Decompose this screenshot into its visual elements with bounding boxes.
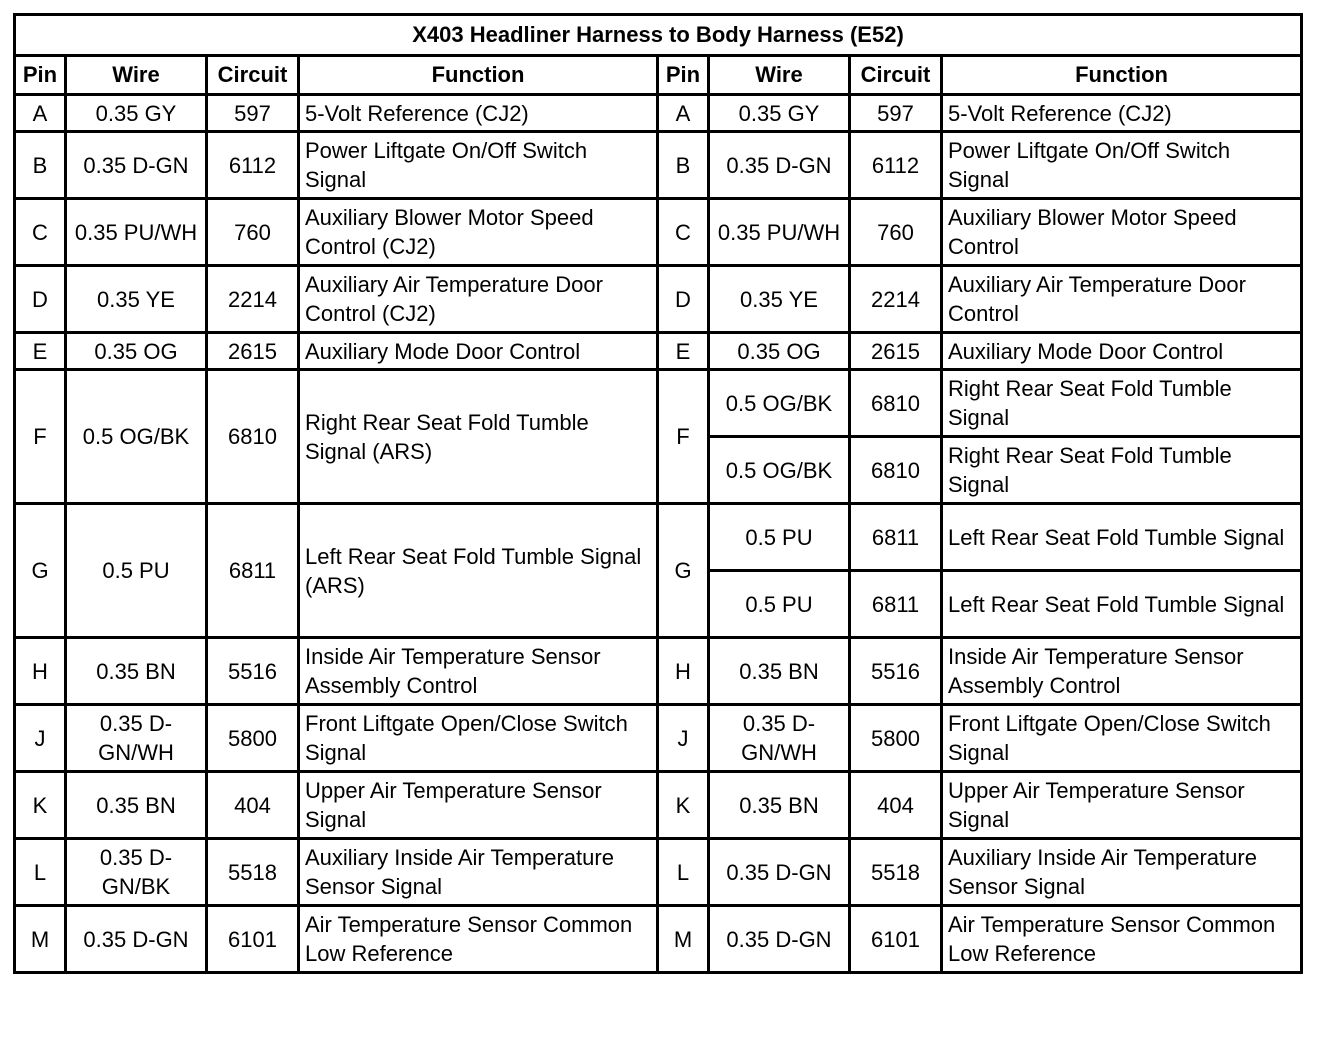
circuit-cell: 6811: [207, 504, 299, 638]
circuit-cell: 5516: [850, 638, 942, 705]
circuit-cell: 6811: [850, 571, 942, 638]
wire-cell: 0.35 BN: [709, 638, 850, 705]
wire-cell: 0.35 PU/WH: [66, 199, 207, 266]
function-cell: Left Rear Seat Fold Tumble Signal (ARS): [299, 504, 658, 638]
circuit-cell: 5800: [207, 705, 299, 772]
table-row: [15, 638, 1302, 705]
header-wire: Wire: [709, 56, 850, 95]
table-row: [15, 839, 1302, 906]
table-row: [15, 132, 1302, 199]
wire-cell: 0.35 YE: [709, 266, 850, 333]
pin-cell: H: [658, 638, 709, 705]
pin-cell: M: [15, 906, 66, 973]
circuit-cell: 5518: [207, 839, 299, 906]
wire-cell: 0.35 D-GN/BK: [66, 839, 207, 906]
function-cell: Power Liftgate On/Off Switch Signal: [942, 132, 1302, 199]
circuit-cell: 404: [207, 772, 299, 839]
table-row: [15, 772, 1302, 839]
wire-cell: 0.5 PU: [709, 504, 850, 571]
table-title: X403 Headliner Harness to Body Harness (E52): [15, 15, 1302, 56]
pin-cell: A: [658, 95, 709, 132]
pin-cell: L: [658, 839, 709, 906]
table-row: [15, 266, 1302, 333]
circuit-cell: 5518: [850, 839, 942, 906]
wire-cell: 0.35 D-GN: [709, 906, 850, 973]
pin-cell: A: [15, 95, 66, 132]
pin-cell: H: [15, 638, 66, 705]
circuit-cell: 597: [207, 95, 299, 132]
circuit-cell: 2214: [850, 266, 942, 333]
table-row: [15, 333, 1302, 370]
function-cell: Upper Air Temperature Sensor Signal: [942, 772, 1302, 839]
pin-cell: G: [658, 504, 709, 638]
circuit-cell: 2214: [207, 266, 299, 333]
wire-cell: 0.35 BN: [66, 638, 207, 705]
function-cell: Auxiliary Mode Door Control: [299, 333, 658, 370]
function-cell: Inside Air Temperature Sensor Assembly Control: [942, 638, 1302, 705]
pin-cell: M: [658, 906, 709, 973]
function-cell: Auxiliary Air Temperature Door Control: [942, 266, 1302, 333]
pin-cell: C: [15, 199, 66, 266]
circuit-cell: 6810: [207, 370, 299, 504]
function-cell: Auxiliary Air Temperature Door Control (CJ2): [299, 266, 658, 333]
circuit-cell: 6811: [850, 504, 942, 571]
circuit-cell: 6101: [850, 906, 942, 973]
circuit-cell: 5800: [850, 705, 942, 772]
function-cell: Air Temperature Sensor Common Low Reference: [942, 906, 1302, 973]
function-cell: Auxiliary Blower Motor Speed Control: [942, 199, 1302, 266]
header-wire: Wire: [66, 56, 207, 95]
header-function: Function: [942, 56, 1302, 95]
function-cell: Right Rear Seat Fold Tumble Signal: [942, 437, 1302, 504]
header-circuit: Circuit: [850, 56, 942, 95]
circuit-cell: 404: [850, 772, 942, 839]
pin-cell: J: [658, 705, 709, 772]
header-pin: Pin: [658, 56, 709, 95]
circuit-cell: 5516: [207, 638, 299, 705]
function-cell: Upper Air Temperature Sensor Signal: [299, 772, 658, 839]
wire-cell: 0.5 PU: [709, 571, 850, 638]
function-cell: Inside Air Temperature Sensor Assembly Control: [299, 638, 658, 705]
wire-cell: 0.35 D-GN: [66, 906, 207, 973]
pin-cell: D: [15, 266, 66, 333]
wire-cell: 0.35 D-GN/WH: [66, 705, 207, 772]
wire-cell: 0.35 PU/WH: [709, 199, 850, 266]
pin-cell: J: [15, 705, 66, 772]
pin-cell: E: [658, 333, 709, 370]
pin-cell: D: [658, 266, 709, 333]
wire-cell: 0.35 BN: [66, 772, 207, 839]
pin-cell: B: [15, 132, 66, 199]
header-function: Function: [299, 56, 658, 95]
function-cell: Front Liftgate Open/Close Switch Signal: [942, 705, 1302, 772]
table-row: [15, 95, 1302, 132]
wire-cell: 0.35 YE: [66, 266, 207, 333]
function-cell: Left Rear Seat Fold Tumble Signal: [942, 504, 1302, 571]
header-circuit: Circuit: [207, 56, 299, 95]
wire-cell: 0.35 GY: [66, 95, 207, 132]
wire-cell: 0.5 OG/BK: [66, 370, 207, 504]
circuit-cell: 6810: [850, 370, 942, 437]
pin-cell: B: [658, 132, 709, 199]
circuit-cell: 6101: [207, 906, 299, 973]
pin-cell: F: [15, 370, 66, 504]
circuit-cell: 760: [850, 199, 942, 266]
function-cell: Auxiliary Mode Door Control: [942, 333, 1302, 370]
table-row: [15, 705, 1302, 772]
pin-cell: E: [15, 333, 66, 370]
wire-cell: 0.35 D-GN: [709, 132, 850, 199]
circuit-cell: 2615: [207, 333, 299, 370]
circuit-cell: 6810: [850, 437, 942, 504]
wire-cell: 0.5 PU: [66, 504, 207, 638]
circuit-cell: 6112: [207, 132, 299, 199]
function-cell: Power Liftgate On/Off Switch Signal: [299, 132, 658, 199]
wire-cell: 0.35 GY: [709, 95, 850, 132]
circuit-cell: 2615: [850, 333, 942, 370]
header-pin: Pin: [15, 56, 66, 95]
function-cell: 5-Volt Reference (CJ2): [942, 95, 1302, 132]
pin-cell: F: [658, 370, 709, 504]
wire-cell: 0.35 D-GN: [709, 839, 850, 906]
circuit-cell: 6112: [850, 132, 942, 199]
connector-pinout-table: [13, 13, 1303, 974]
pin-cell: C: [658, 199, 709, 266]
function-cell: Air Temperature Sensor Common Low Reference: [299, 906, 658, 973]
pin-cell: L: [15, 839, 66, 906]
pin-cell: K: [15, 772, 66, 839]
wire-cell: 0.5 OG/BK: [709, 370, 850, 437]
pin-cell: K: [658, 772, 709, 839]
circuit-cell: 597: [850, 95, 942, 132]
pin-cell: G: [15, 504, 66, 638]
function-cell: Auxiliary Blower Motor Speed Control (CJ2): [299, 199, 658, 266]
function-cell: Left Rear Seat Fold Tumble Signal: [942, 571, 1302, 638]
function-cell: Auxiliary Inside Air Temperature Sensor Signal: [942, 839, 1302, 906]
function-cell: Right Rear Seat Fold Tumble Signal: [942, 370, 1302, 437]
wire-cell: 0.5 OG/BK: [709, 437, 850, 504]
function-cell: 5-Volt Reference (CJ2): [299, 95, 658, 132]
circuit-cell: 760: [207, 199, 299, 266]
wire-cell: 0.35 BN: [709, 772, 850, 839]
wire-cell: 0.35 OG: [709, 333, 850, 370]
function-cell: Auxiliary Inside Air Temperature Sensor Signal: [299, 839, 658, 906]
wire-cell: 0.35 OG: [66, 333, 207, 370]
table-row: [15, 199, 1302, 266]
function-cell: Right Rear Seat Fold Tumble Signal (ARS): [299, 370, 658, 504]
wire-cell: 0.35 D-GN: [66, 132, 207, 199]
table-row: [15, 370, 1302, 437]
wire-cell: 0.35 D-GN/WH: [709, 705, 850, 772]
function-cell: Front Liftgate Open/Close Switch Signal: [299, 705, 658, 772]
table-row: [15, 906, 1302, 973]
table-row: [15, 504, 1302, 571]
